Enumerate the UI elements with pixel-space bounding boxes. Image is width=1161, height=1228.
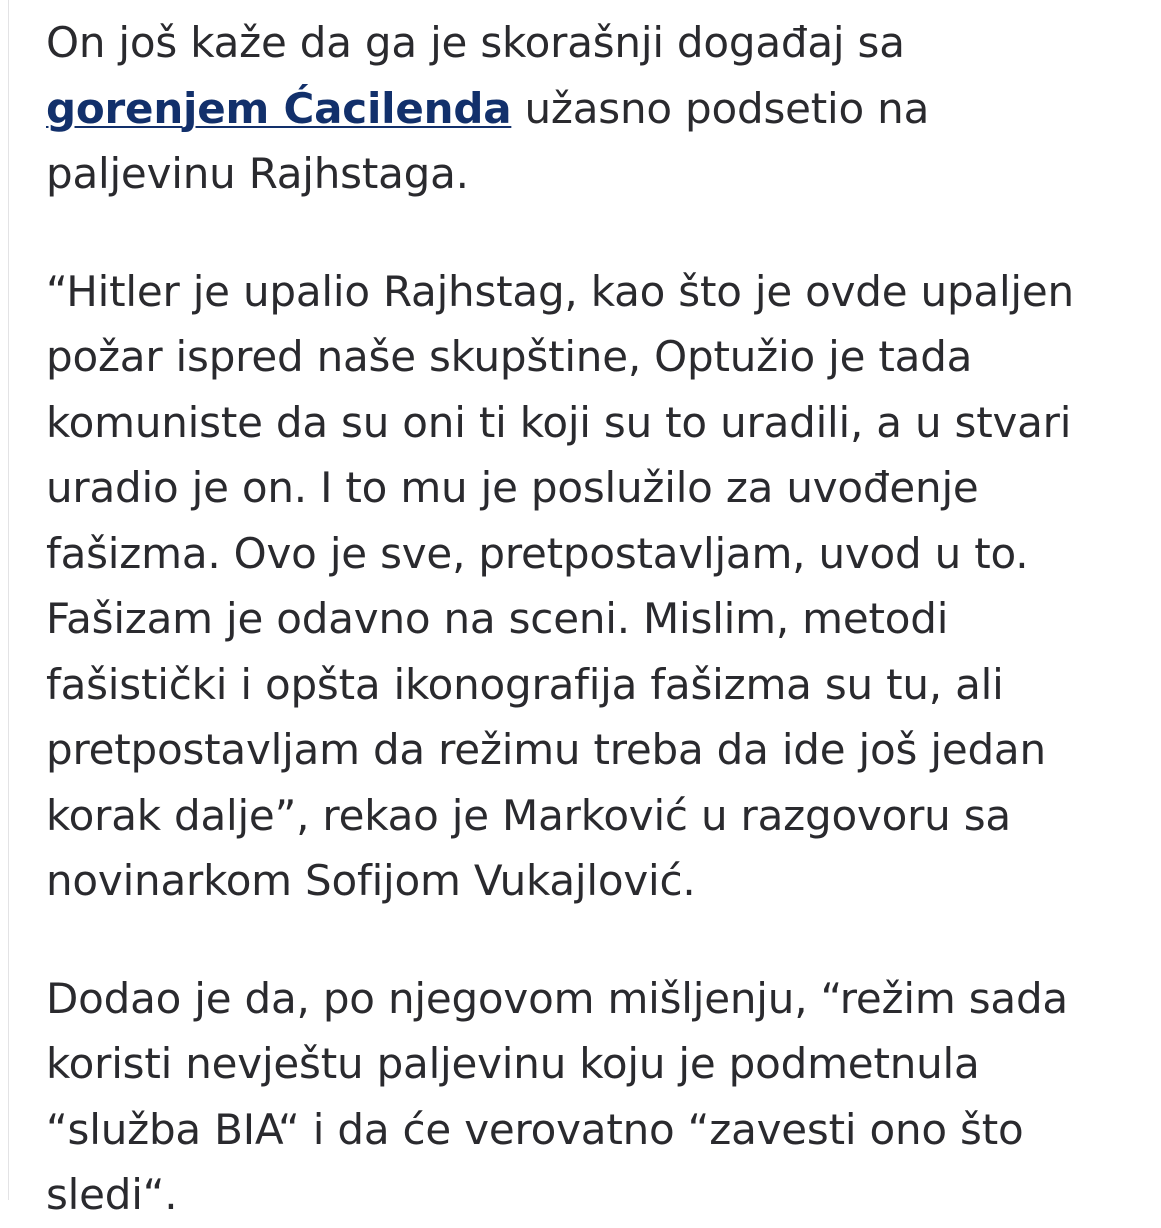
paragraph-1-text-before: On još kaže da ga je skorašnji događaj sa bbox=[46, 18, 905, 67]
article-body bbox=[46, 0, 1101, 1228]
paragraph-2 bbox=[46, 259, 1101, 914]
paragraph-1 bbox=[46, 10, 1101, 207]
paragraph-3 bbox=[46, 966, 1101, 1228]
paragraph-1-text-after: užasno podsetio na paljevinu Rajhstaga. bbox=[46, 83, 930, 199]
inline-link-gorenjem-cacilenda[interactable]: gorenjem Ćacilenda bbox=[46, 83, 512, 133]
page-gutter-rule bbox=[8, 0, 9, 1200]
paragraph-2-text: “Hitler je upalio Rajhstag, kao što je ovde upaljen požar ispred naše skupštine, Optužio je tada komuniste da su oni ti koji su to uradili, a u stvari uradio je on. I to mu je poslužilo za uvođenje fašizma. Ovo je sve, pretpostavljam, uvod u to. Fašizam je odavno na sceni. Mislim, metodi fašistički i opšta ikonografija fašizma su tu, ali pretpostavljam da režimu treba da ide još jedan korak dalje”, rekao je Marković u razgovoru sa novinarkom Sofijom Vukajlović. bbox=[46, 266, 1074, 906]
paragraph-3-text: Dodao je da, po njegovom mišljenju, “režim sada koristi nevještu paljevinu koju je podmetnula “služba BIA“ i da će verovatno “zavesti ono što sledi“. bbox=[46, 973, 1068, 1220]
